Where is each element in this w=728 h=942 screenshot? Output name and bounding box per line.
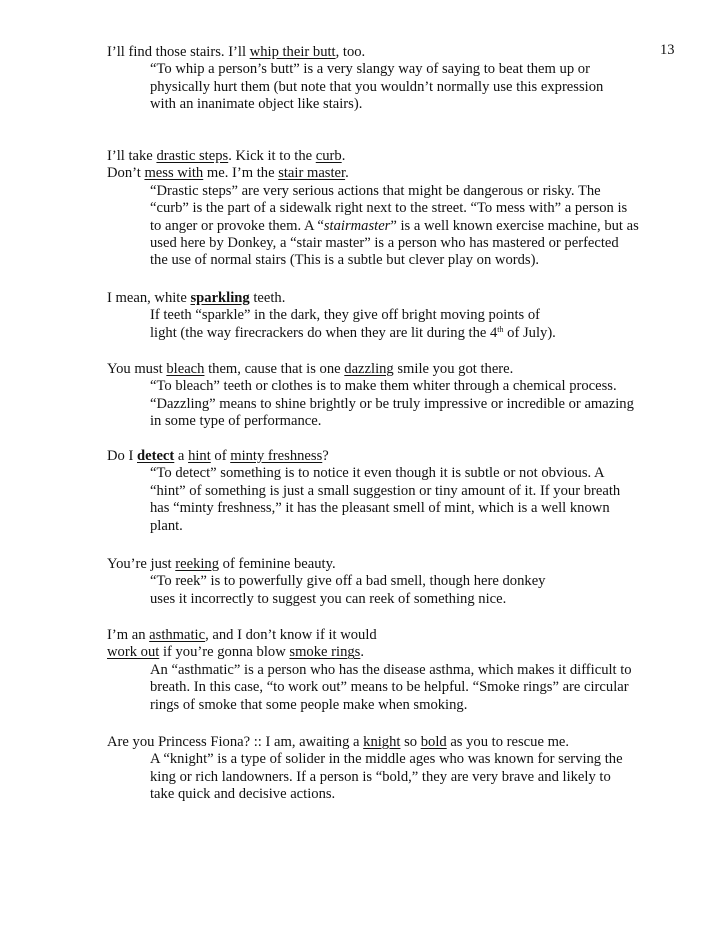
text: ” is a well known exercise machine, but as	[390, 217, 639, 234]
definition-line: “Drastic steps” are very serious actions that might be dangerous or risky. The	[150, 182, 601, 199]
text: .	[341, 148, 346, 164]
definition-line: the use of normal stairs (This is a subtle but clever play on words).	[150, 252, 540, 269]
definition-line: plant.	[150, 517, 183, 534]
text: I’ll take	[107, 148, 157, 164]
text: a	[174, 448, 189, 464]
definition-line: with an inanimate object like stairs).	[150, 96, 363, 113]
vocab-term: dazzling	[344, 361, 394, 377]
vocab-term: drastic steps	[156, 148, 229, 164]
quote-line	[107, 44, 697, 61]
text: I’m an	[107, 627, 150, 643]
definition-line: physically hurt them (but note that you wouldn’t normally use this expression	[150, 78, 604, 95]
quote-line	[107, 627, 697, 644]
vocab-term: asthmatic	[149, 627, 206, 643]
definition-line: in some type of performance.	[150, 413, 322, 430]
text: I’ll find those stairs. I’ll	[107, 44, 250, 60]
vocab-term: bold	[420, 734, 447, 750]
definition-line: “hint” of something is just a small suggestion or tiny amount of it. If your breath	[150, 482, 621, 499]
definition-line: take quick and decisive actions.	[150, 786, 336, 803]
vocab-term: hint	[188, 448, 211, 464]
quote-line	[107, 148, 697, 165]
vocab-term: smoke rings	[289, 644, 361, 661]
vocab-term: mess with	[144, 165, 204, 182]
quote-line	[107, 361, 697, 378]
definition-line	[107, 218, 697, 235]
text: , and I don’t know if it would	[205, 627, 377, 643]
italic-term: stairmaster	[323, 217, 391, 234]
text: Don’t	[107, 165, 145, 182]
text: so	[400, 734, 421, 750]
vocab-term: reeking	[175, 556, 220, 572]
quote-line	[107, 734, 697, 751]
text: , too.	[335, 44, 366, 60]
text: .	[360, 644, 365, 661]
definition-line: “Dazzling” means to shine brightly or be truly impressive or incredible or amazing	[150, 395, 634, 412]
definition-line: “To detect” something is to notice it even though it is subtle or not obvious. A	[150, 465, 605, 482]
vocab-term: sparkling	[190, 290, 250, 306]
vocab-entry-5	[107, 448, 697, 535]
quote-line	[107, 165, 697, 182]
quote-line	[107, 290, 697, 307]
definition-line: If teeth “sparkle” in the dark, they give off bright moving points of	[150, 307, 541, 324]
text: teeth.	[249, 290, 286, 306]
definition-line: “curb” is the part of a sidewalk right next to the street. “To mess with” a person is	[150, 200, 628, 217]
text: ?	[322, 448, 329, 464]
vocab-entry-3	[107, 290, 697, 342]
definition-line: used here by Donkey, a “stair master” is a person who has mastered or perfected	[150, 235, 619, 252]
vocab-term: whip their butt	[249, 44, 336, 60]
definition-line: “To bleach” teeth or clothes is to make them whiter through a chemical process.	[150, 378, 617, 395]
definition-line: breath. In this case, “to work out” means to be helpful. “Smoke rings” are circular	[150, 679, 629, 696]
definition-line: uses it incorrectly to suggest you can reek of something nice.	[150, 590, 507, 607]
vocab-entry-1	[107, 44, 697, 114]
definition-line: An “asthmatic” is a person who has the disease asthma, which makes it difficult to	[150, 661, 632, 678]
text: me. I’m the	[203, 165, 279, 182]
text: Do I	[107, 448, 137, 464]
quote-line	[107, 556, 697, 573]
text: to anger or provoke them. A “	[150, 217, 324, 234]
superscript: th	[497, 324, 504, 334]
vocab-entry-4	[107, 361, 697, 431]
vocab-entry-6	[107, 556, 697, 608]
definition-line	[107, 325, 697, 342]
text: light (the way firecrackers do when they are lit during the 4	[150, 324, 498, 341]
text: of	[210, 448, 231, 464]
vocab-term: work out	[107, 644, 160, 661]
definition-line: king or rich landowners. If a person is “bold,” they are very brave and likely to	[150, 768, 611, 785]
text: You’re just	[107, 556, 176, 572]
text: of July).	[503, 324, 556, 341]
quote-line	[107, 448, 697, 465]
definition-line: rings of smoke that some people make when smoking.	[150, 696, 468, 713]
vocab-term: minty freshness	[230, 448, 323, 464]
text: . Kick it to the	[228, 148, 316, 164]
vocab-term: knight	[363, 734, 401, 750]
vocab-entry-8	[107, 734, 697, 804]
vocab-entry-7	[107, 627, 697, 714]
text: .	[345, 165, 349, 182]
vocab-term: detect	[137, 448, 175, 464]
text: smile you got there.	[393, 361, 514, 377]
definition-line: has “minty freshness,” it has the pleasant smell of mint, which is a well known	[150, 500, 610, 517]
vocab-entry-2	[107, 148, 697, 270]
page-number: 13	[660, 42, 675, 58]
vocab-term: stair master	[278, 165, 346, 182]
text: if you’re gonna blow	[159, 644, 290, 661]
text: as you to rescue me.	[446, 734, 570, 750]
quote-line	[107, 644, 697, 661]
text: of feminine beauty.	[219, 556, 336, 572]
definition-line: “To whip a person’s butt” is a very slangy way of saying to beat them up or	[150, 61, 590, 78]
definition-line: “To reek” is to powerfully give off a bad smell, though here donkey	[150, 573, 546, 590]
definition-line: A “knight” is a type of solider in the middle ages who was known for serving the	[150, 751, 623, 768]
vocab-term: bleach	[166, 361, 205, 377]
text: Are you Princess Fiona? :: I am, awaiting a	[107, 734, 364, 750]
text: I mean, white	[107, 290, 191, 306]
text: them, cause that is one	[204, 361, 345, 377]
vocab-term: curb	[315, 148, 342, 164]
text: You must	[107, 361, 167, 377]
